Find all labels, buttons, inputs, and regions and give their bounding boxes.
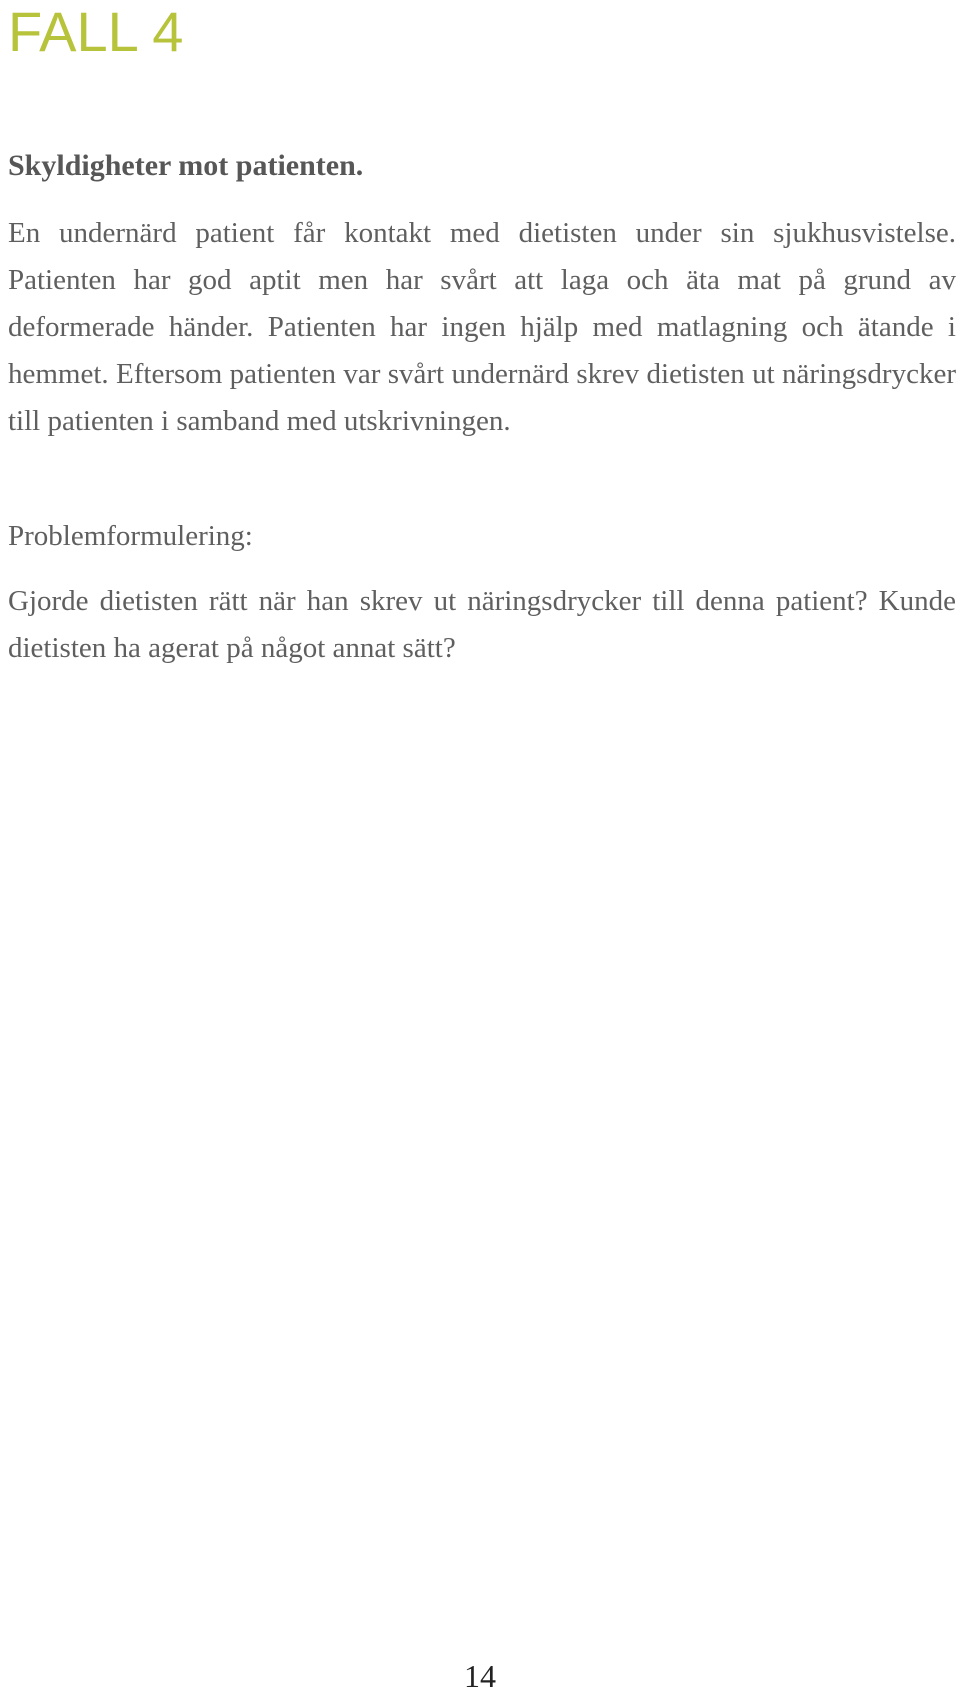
intro-paragraph: En undernärd patient får kontakt med dietisten under sin sjukhusvistelse. Patienten har god aptit men har svårt att laga och äta mat på grund av deformerade händer. Patienten har ingen hjälp med matlagning och ätande i hemmet. Eftersom patienten var svårt undernärd skrev dietisten ut näringsdrycker till patienten i samband med utskrivningen.: [8, 217, 956, 437]
problem-label: Problemformulering:: [8, 520, 253, 552]
section-heading: Skyldigheter mot patienten.: [8, 149, 364, 182]
question-paragraph: Gjorde dietisten rätt när han skrev ut näringsdrycker till denna patient? Kunde dietisten ha agerat på något annat sätt?: [8, 585, 956, 664]
page-number: 14: [464, 1658, 496, 1694]
case-title: FALL 4: [8, 0, 184, 63]
